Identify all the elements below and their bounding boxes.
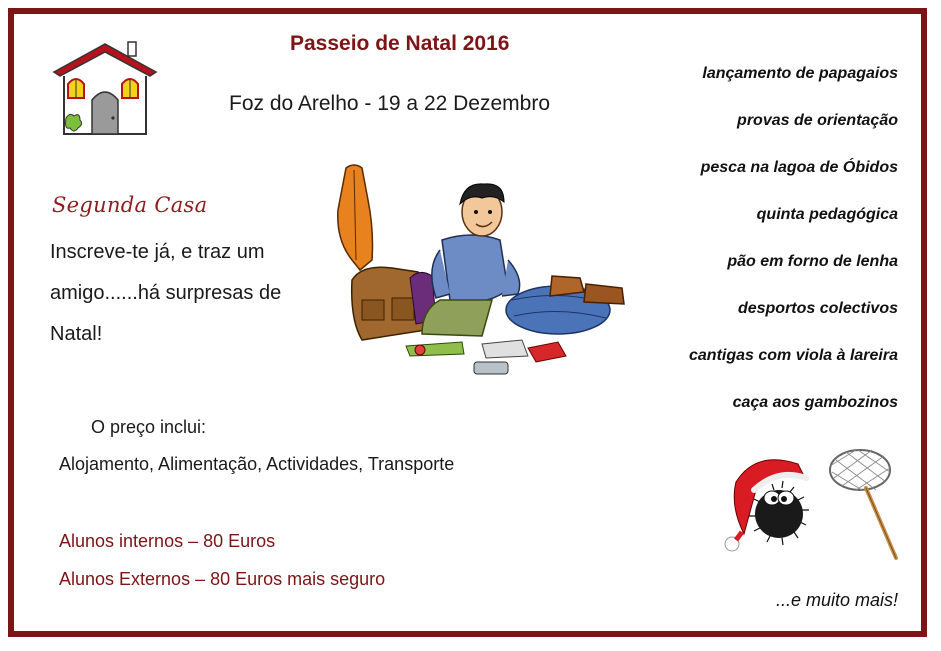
- activity-item: caça aos gambozinos: [732, 394, 898, 411]
- closing-text: ...e muito mais!: [775, 590, 898, 610]
- house-logo-icon: [50, 38, 162, 138]
- activity-item: quinta pedagógica: [756, 206, 898, 223]
- price-includes-label: O preço inclui:: [91, 417, 207, 437]
- event-subtitle: Foz do Arelho - 19 a 22 Dezembro: [229, 92, 551, 115]
- packing-boy-illustration: [332, 160, 632, 380]
- activity-item: pesca na lagoa de Óbidos: [700, 159, 898, 176]
- activity-item: lançamento de papagaios: [702, 65, 898, 82]
- gambozino-santa-hat-icon: [716, 446, 816, 556]
- activity-item: cantigas com viola à lareira: [689, 347, 898, 364]
- price-external: Alunos Externos – 80 Euros mais seguro: [59, 569, 386, 589]
- activities-list: [689, 63, 898, 439]
- event-title: Passeio de Natal 2016: [290, 32, 510, 55]
- organization-name: Segunda Casa: [52, 193, 208, 217]
- price-internal: Alunos internos – 80 Euros: [59, 531, 276, 551]
- activity-item: pão em forno de lenha: [727, 253, 898, 270]
- price-includes-list: Alojamento, Alimentação, Actividades, Transporte: [59, 454, 455, 474]
- activity-item: provas de orientação: [737, 112, 898, 129]
- activity-item: desportos colectivos: [737, 300, 898, 317]
- butterfly-net-icon: [826, 444, 906, 564]
- intro-text: Inscreve-te já, e traz um amigo......há surpresas de Natal!: [50, 241, 282, 345]
